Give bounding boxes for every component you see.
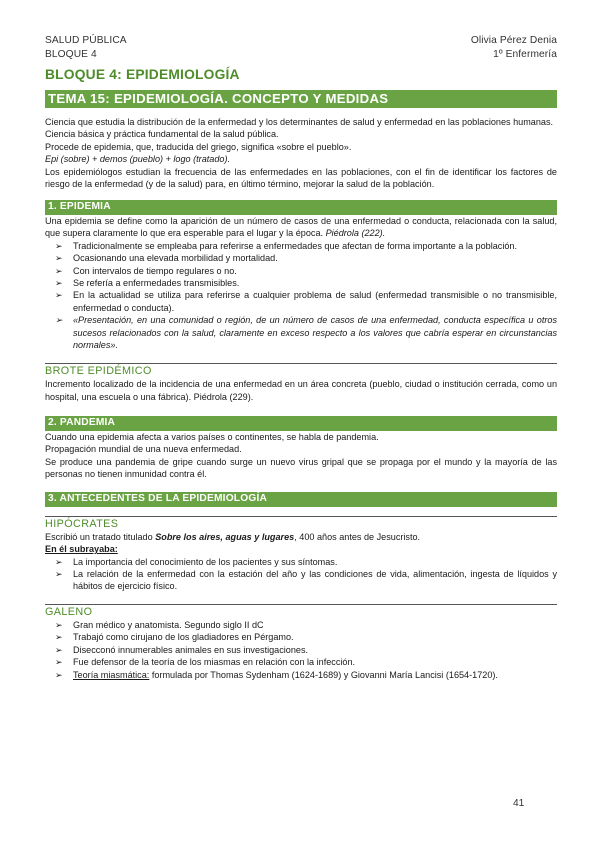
header-subject: SALUD PÚBLICA <box>45 35 127 46</box>
bloque-title: BLOQUE 4: EPIDEMIOLOGÍA <box>45 67 240 82</box>
hipocrates-intro <box>45 531 557 543</box>
page-number: 41 <box>513 798 525 809</box>
intro-paragraph: Ciencia que estudia la distribución de la enfermedad y los determinantes de salud y enfermedad en las poblaciones humanas. <box>45 117 554 127</box>
galeno-title: GALENO <box>45 605 93 618</box>
section-pandemia-title: 2. PANDEMIA <box>45 416 557 431</box>
teoria-text: formulada por Thomas Sydenham (1624-1689) y Giovanni María Lancisi (1654-1720). <box>149 669 498 680</box>
list-item <box>45 265 557 277</box>
arrow-bullet-icon: ➢ <box>55 657 63 668</box>
book-title: Sobre los aires, aguas y lugares <box>155 531 295 542</box>
page <box>45 34 557 681</box>
list-item-text: Se refería a enfermedades transmisibles. <box>73 277 240 288</box>
list-item-text: Con intervalos de tiempo regulares o no. <box>73 265 237 276</box>
list-item <box>45 252 557 264</box>
header-right <box>471 34 557 61</box>
intro-paragraph: Procede de epidemia, que, traducida del griego, significa «sobre el pueblo». <box>45 141 352 152</box>
list-item <box>45 656 557 668</box>
epidemia-def-text: Una epidemia se define como la aparición de un número de casos de una enfermedad o conducta, relacionada con la salud, que supera claramente lo que era esperable para el lugar y la época. <box>45 215 557 239</box>
arrow-bullet-icon: ➢ <box>55 669 63 680</box>
galeno-bullet-list <box>45 619 557 681</box>
list-item-quote <box>45 314 557 351</box>
list-item-text: La importancia del conocimiento de los pacientes y sus síntomas. <box>73 556 338 567</box>
section-antecedentes-title: 3. ANTECEDENTES DE LA EPIDEMIOLOGÍA <box>45 492 557 507</box>
arrow-bullet-icon: ➢ <box>55 265 63 276</box>
divider <box>45 604 557 605</box>
list-item <box>45 289 557 314</box>
list-item-text: Trabajó como cirujano de los gladiadores en Pérgamo. <box>73 632 294 643</box>
list-item-text: Disecconó innumerables animales en sus investigaciones. <box>73 644 309 655</box>
arrow-bullet-icon: ➢ <box>55 240 63 251</box>
list-item <box>45 240 557 252</box>
list-item-text: Gran médico y anatomista. Segundo siglo II dC <box>73 619 264 630</box>
list-item <box>45 669 557 681</box>
quote-text: «Presentación, en una comunidad o región, de un número de casos de una enfermedad, conducta específica u otros sucesos relacionados con la salud, claramente en exceso respecto a los valores que cabría esperar en circunstancias normales». <box>73 315 557 350</box>
list-item-text: Tradicionalmente se empleaba para referirse a enfermedades que afectan de forma importante a la población. <box>73 240 517 251</box>
hipocrates-title: HIPÓCRATES <box>45 517 119 530</box>
hipocrates-bullet-list <box>45 556 557 593</box>
list-item-text: En la actualidad se utiliza para referirse a cualquier problema de salud (enfermedad transmisible o no transmisible, enfermedad o conducta). <box>73 290 557 313</box>
intro-paragraph: Ciencia básica y práctica fundamental de la salud pública. <box>45 129 279 140</box>
list-item <box>45 644 557 656</box>
arrow-bullet-icon: ➢ <box>55 277 63 288</box>
pandemia-paragraph: Cuando una epidemia afecta a varios países o continentes, se habla de pandemia. <box>45 431 379 442</box>
hipocrates-intro-pre: Escribió un tratado titulado <box>45 531 156 542</box>
epidemia-citation: Piédrola (222). <box>325 228 386 239</box>
arrow-bullet-icon: ➢ <box>55 556 63 567</box>
arrow-bullet-icon: ➢ <box>55 632 63 643</box>
list-item-text: Fue defensor de la teoría de los miasmas en relación con la infección. <box>73 657 356 668</box>
list-item-text: La relación de la enfermedad con la estación del año y las condiciones de vida, alimentación, ingesta de líquidos y hábitos de ejercicio físico. <box>73 569 557 592</box>
intro-section <box>45 116 557 190</box>
arrow-bullet-icon: ➢ <box>55 315 63 326</box>
header-course: 1º Enfermería <box>493 48 557 60</box>
list-item <box>45 568 557 593</box>
hipocrates-intro-post: , 400 años antes de Jesucristo. <box>294 531 421 542</box>
teoria-label: Teoría miasmática: <box>73 669 150 680</box>
epidemia-bullet-list <box>45 240 557 352</box>
arrow-bullet-icon: ➢ <box>55 569 63 580</box>
brote-title: BROTE EPIDÉMICO <box>45 365 152 378</box>
list-item <box>45 631 557 643</box>
arrow-bullet-icon: ➢ <box>55 644 63 655</box>
page-header <box>45 34 557 61</box>
arrow-bullet-icon: ➢ <box>55 619 63 630</box>
header-author: Olivia Pérez Denia <box>470 35 557 46</box>
subrayaba-label: En él subrayaba: <box>45 544 118 555</box>
list-item <box>45 556 557 568</box>
etymology-line: Epi (sobre) + demos (pueblo) + logo (tratado). <box>45 154 231 165</box>
list-item-text: Ocasionando una elevada morbilidad y mortalidad. <box>73 253 278 264</box>
pandemia-paragraph: Se produce una pandemia de gripe cuando surge un nuevo virus gripal que se propaga por el mundo y la mayoría de las personas no tienen inmunidad contra él. <box>45 456 557 479</box>
list-item <box>45 619 557 631</box>
arrow-bullet-icon: ➢ <box>55 253 63 264</box>
section-epidemia-title: 1. EPIDEMIA <box>45 200 557 215</box>
brote-text: Incremento localizado de la incidencia de una enfermedad en un área concreta (pueblo, ciudad o institución cerrada, como un hospital, una escuela o una fábrica). Piédrola (229). <box>45 379 557 402</box>
intro-paragraph: Los epidemiólogos estudian la frecuencia de las enfermedades en las poblaciones, con el fin de identificar los factores de riesgo de la enfermedad (y de la salud) para, en último término, mejorar la salud de la población. <box>45 166 557 190</box>
header-left <box>45 34 127 61</box>
arrow-bullet-icon: ➢ <box>55 290 63 301</box>
divider <box>45 516 557 517</box>
header-block: BLOQUE 4 <box>45 48 97 60</box>
list-item <box>45 277 557 289</box>
pandemia-paragraph: Propagación mundial de una nueva enfermedad. <box>45 444 242 455</box>
epidemia-definition <box>45 215 557 240</box>
tema-title: TEMA 15: EPIDEMIOLOGÍA. CONCEPTO Y MEDIDAS <box>45 90 557 108</box>
